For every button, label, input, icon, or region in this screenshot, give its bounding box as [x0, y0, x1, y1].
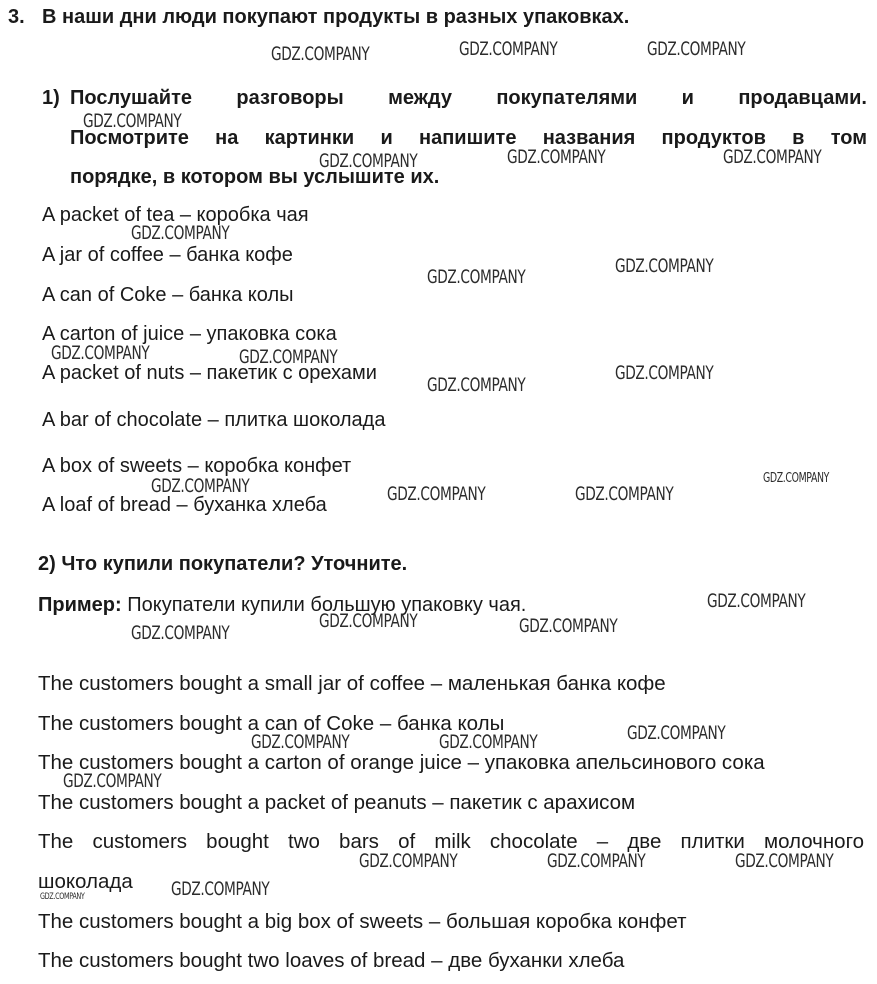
list-item: A packet of nuts – пакетик с орехами — [42, 362, 377, 384]
watermark-text: GDZ.COMPANY — [131, 222, 230, 244]
watermark-text: GDZ.COMPANY — [83, 110, 182, 132]
watermark-text: GDZ.COMPANY — [171, 878, 270, 900]
answer-line: The customers bought two loaves of bread – две буханки хлеба — [38, 949, 625, 972]
watermark-text: GDZ.COMPANY — [647, 38, 746, 60]
example-line — [38, 594, 526, 617]
watermark-text: GDZ.COMPANY — [615, 255, 714, 277]
watermark-text: GDZ.COMPANY — [615, 362, 714, 384]
task-title: В наши дни люди покупают продукты в разных упаковках. — [42, 6, 630, 28]
watermark-text: GDZ.COMPANY — [735, 850, 834, 872]
part1-instruction-line3: порядке, в котором вы услышите их. — [70, 166, 440, 188]
part1-number: 1) — [42, 87, 60, 109]
watermark-text: GDZ.COMPANY — [319, 150, 418, 172]
watermark-text: GDZ.COMPANY — [251, 731, 350, 753]
list-item: A loaf of bread – буханка хлеба — [42, 494, 327, 516]
answer-line: The customers bought a packet of peanuts – пакетик с арахисом — [38, 791, 636, 814]
watermark-text: GDZ.COMPANY — [575, 483, 674, 505]
example-text: Покупатели купили большую упаковку чая. — [121, 594, 527, 616]
watermark-text: GDZ.COMPANY — [387, 483, 486, 505]
list-item: A bar of chocolate – плитка шоколада — [42, 409, 386, 431]
watermark-text: GDZ.COMPANY — [519, 615, 618, 637]
watermark-text: GDZ.COMPANY — [239, 346, 338, 368]
watermark-text: GDZ.COMPANY — [507, 146, 606, 168]
part1-instruction-line1: Послушайте разговоры между покупателями и продавцами. — [70, 87, 867, 109]
watermark-text: GDZ.COMPANY — [547, 850, 646, 872]
part1-instruction-line2: Посмотрите на картинки и напишите названия продуктов в том — [70, 127, 867, 149]
watermark-text: GDZ.COMPANY — [439, 731, 538, 753]
watermark-text: GDZ.COMPANY — [459, 38, 558, 60]
watermark-text: GDZ.COMPANY — [627, 722, 726, 744]
list-item: A can of Coke – банка колы — [42, 284, 294, 306]
list-item: A carton of juice – упаковка сока — [42, 323, 337, 345]
watermark-text: GDZ.COMPANY — [51, 342, 150, 364]
answer-line: The customers bought a big box of sweets – большая коробка конфет — [38, 910, 687, 933]
watermark-text: GDZ.COMPANY — [763, 471, 830, 486]
list-item: A box of sweets – коробка конфет — [42, 455, 352, 477]
part2-heading: 2) Что купили покупатели? Уточните. — [38, 553, 408, 575]
answer-line: The customers bought two bars of milk chocolate – две плитки молочного — [38, 830, 864, 853]
example-label: Пример: — [38, 594, 122, 616]
watermark-text: GDZ.COMPANY — [707, 590, 806, 612]
answer-line-continuation: шоколада — [38, 870, 133, 893]
watermark-text: GDZ.COMPANY — [723, 146, 822, 168]
watermark-text: GDZ.COMPANY — [427, 266, 526, 288]
watermark-text: GDZ.COMPANY — [40, 892, 85, 902]
watermark-text: GDZ.COMPANY — [319, 610, 418, 632]
answer-line: The customers bought a small jar of coffee – маленькая банка кофе — [38, 672, 666, 695]
answer-line: The customers bought a carton of orange juice – упаковка апельсинового сока — [38, 751, 765, 774]
watermark-text: GDZ.COMPANY — [427, 374, 526, 396]
watermark-text: GDZ.COMPANY — [151, 475, 250, 497]
list-item: A packet of tea – коробка чая — [42, 204, 309, 226]
watermark-text: GDZ.COMPANY — [271, 43, 370, 65]
task-number: 3. — [8, 6, 25, 28]
watermark-text: GDZ.COMPANY — [63, 770, 162, 792]
answer-line: The customers bought a can of Coke – банка колы — [38, 712, 505, 735]
watermark-text: GDZ.COMPANY — [131, 622, 230, 644]
list-item: A jar of coffee – банка кофе — [42, 244, 293, 266]
watermark-text: GDZ.COMPANY — [359, 850, 458, 872]
